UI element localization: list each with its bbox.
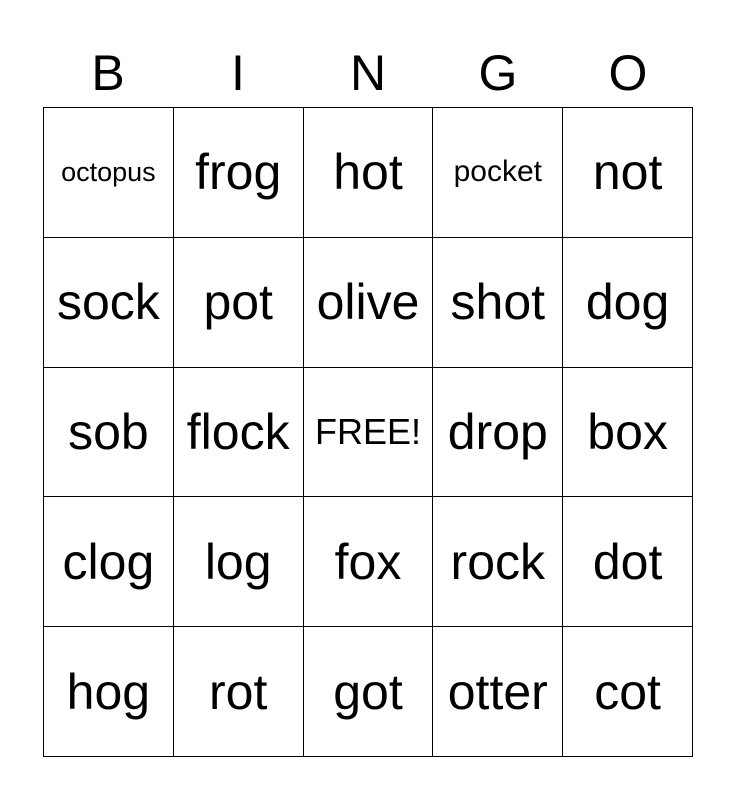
cell-word: octopus (61, 156, 156, 187)
free-space-label: FREE! (314, 410, 421, 452)
header-letter-g: G (478, 45, 518, 101)
bingo-cell (563, 238, 693, 368)
bingo-cell (563, 108, 693, 238)
bingo-cell (304, 238, 434, 368)
bingo-cell (563, 627, 693, 757)
header-letter-i: I (231, 45, 245, 101)
cell-word: frog (195, 144, 282, 201)
header-letter-b: B (91, 45, 125, 101)
bingo-cell (304, 627, 434, 757)
bingo-cell (433, 108, 563, 238)
bingo-card-grid (43, 107, 693, 757)
bingo-cell (174, 238, 304, 368)
cell-word: box (587, 403, 668, 460)
cell-word: cot (594, 663, 661, 720)
bingo-header (43, 40, 693, 106)
cell-word: dog (585, 274, 670, 331)
cell-word: log (204, 533, 272, 590)
bingo-cell (433, 627, 563, 757)
cell-word: hog (66, 663, 151, 720)
cell-word: shot (450, 274, 546, 331)
cell-word: rock (450, 533, 546, 590)
bingo-cell (433, 497, 563, 627)
free-space-cell (304, 368, 434, 498)
bingo-cell (433, 238, 563, 368)
bingo-cell (563, 497, 693, 627)
cell-word: dot (592, 533, 663, 590)
cell-word: pot (203, 274, 273, 331)
cell-word: otter (447, 663, 548, 720)
cell-word: not (592, 144, 663, 201)
cell-word: got (333, 663, 403, 720)
bingo-cell (174, 497, 304, 627)
cell-word: fox (334, 533, 402, 590)
bingo-cell (44, 368, 174, 498)
cell-word: hot (333, 144, 403, 201)
bingo-cell (563, 368, 693, 498)
cell-word: sob (68, 403, 149, 460)
bingo-cell (174, 108, 304, 238)
bingo-cell (433, 368, 563, 498)
bingo-cell (304, 497, 434, 627)
header-letter-n: N (349, 45, 387, 101)
bingo-cell (44, 108, 174, 238)
bingo-cell (174, 368, 304, 498)
cell-word: sock (56, 274, 160, 331)
bingo-cell (44, 238, 174, 368)
header-letter-o: O (608, 45, 648, 101)
bingo-cell (174, 627, 304, 757)
bingo-cell (304, 108, 434, 238)
cell-word: flock (186, 403, 290, 460)
bingo-cell (44, 627, 174, 757)
cell-word: rot (209, 663, 268, 720)
cell-word: drop (447, 403, 548, 460)
bingo-cell (44, 497, 174, 627)
cell-word: clog (62, 533, 155, 590)
cell-word: olive (316, 274, 420, 331)
cell-word: pocket (453, 155, 542, 189)
